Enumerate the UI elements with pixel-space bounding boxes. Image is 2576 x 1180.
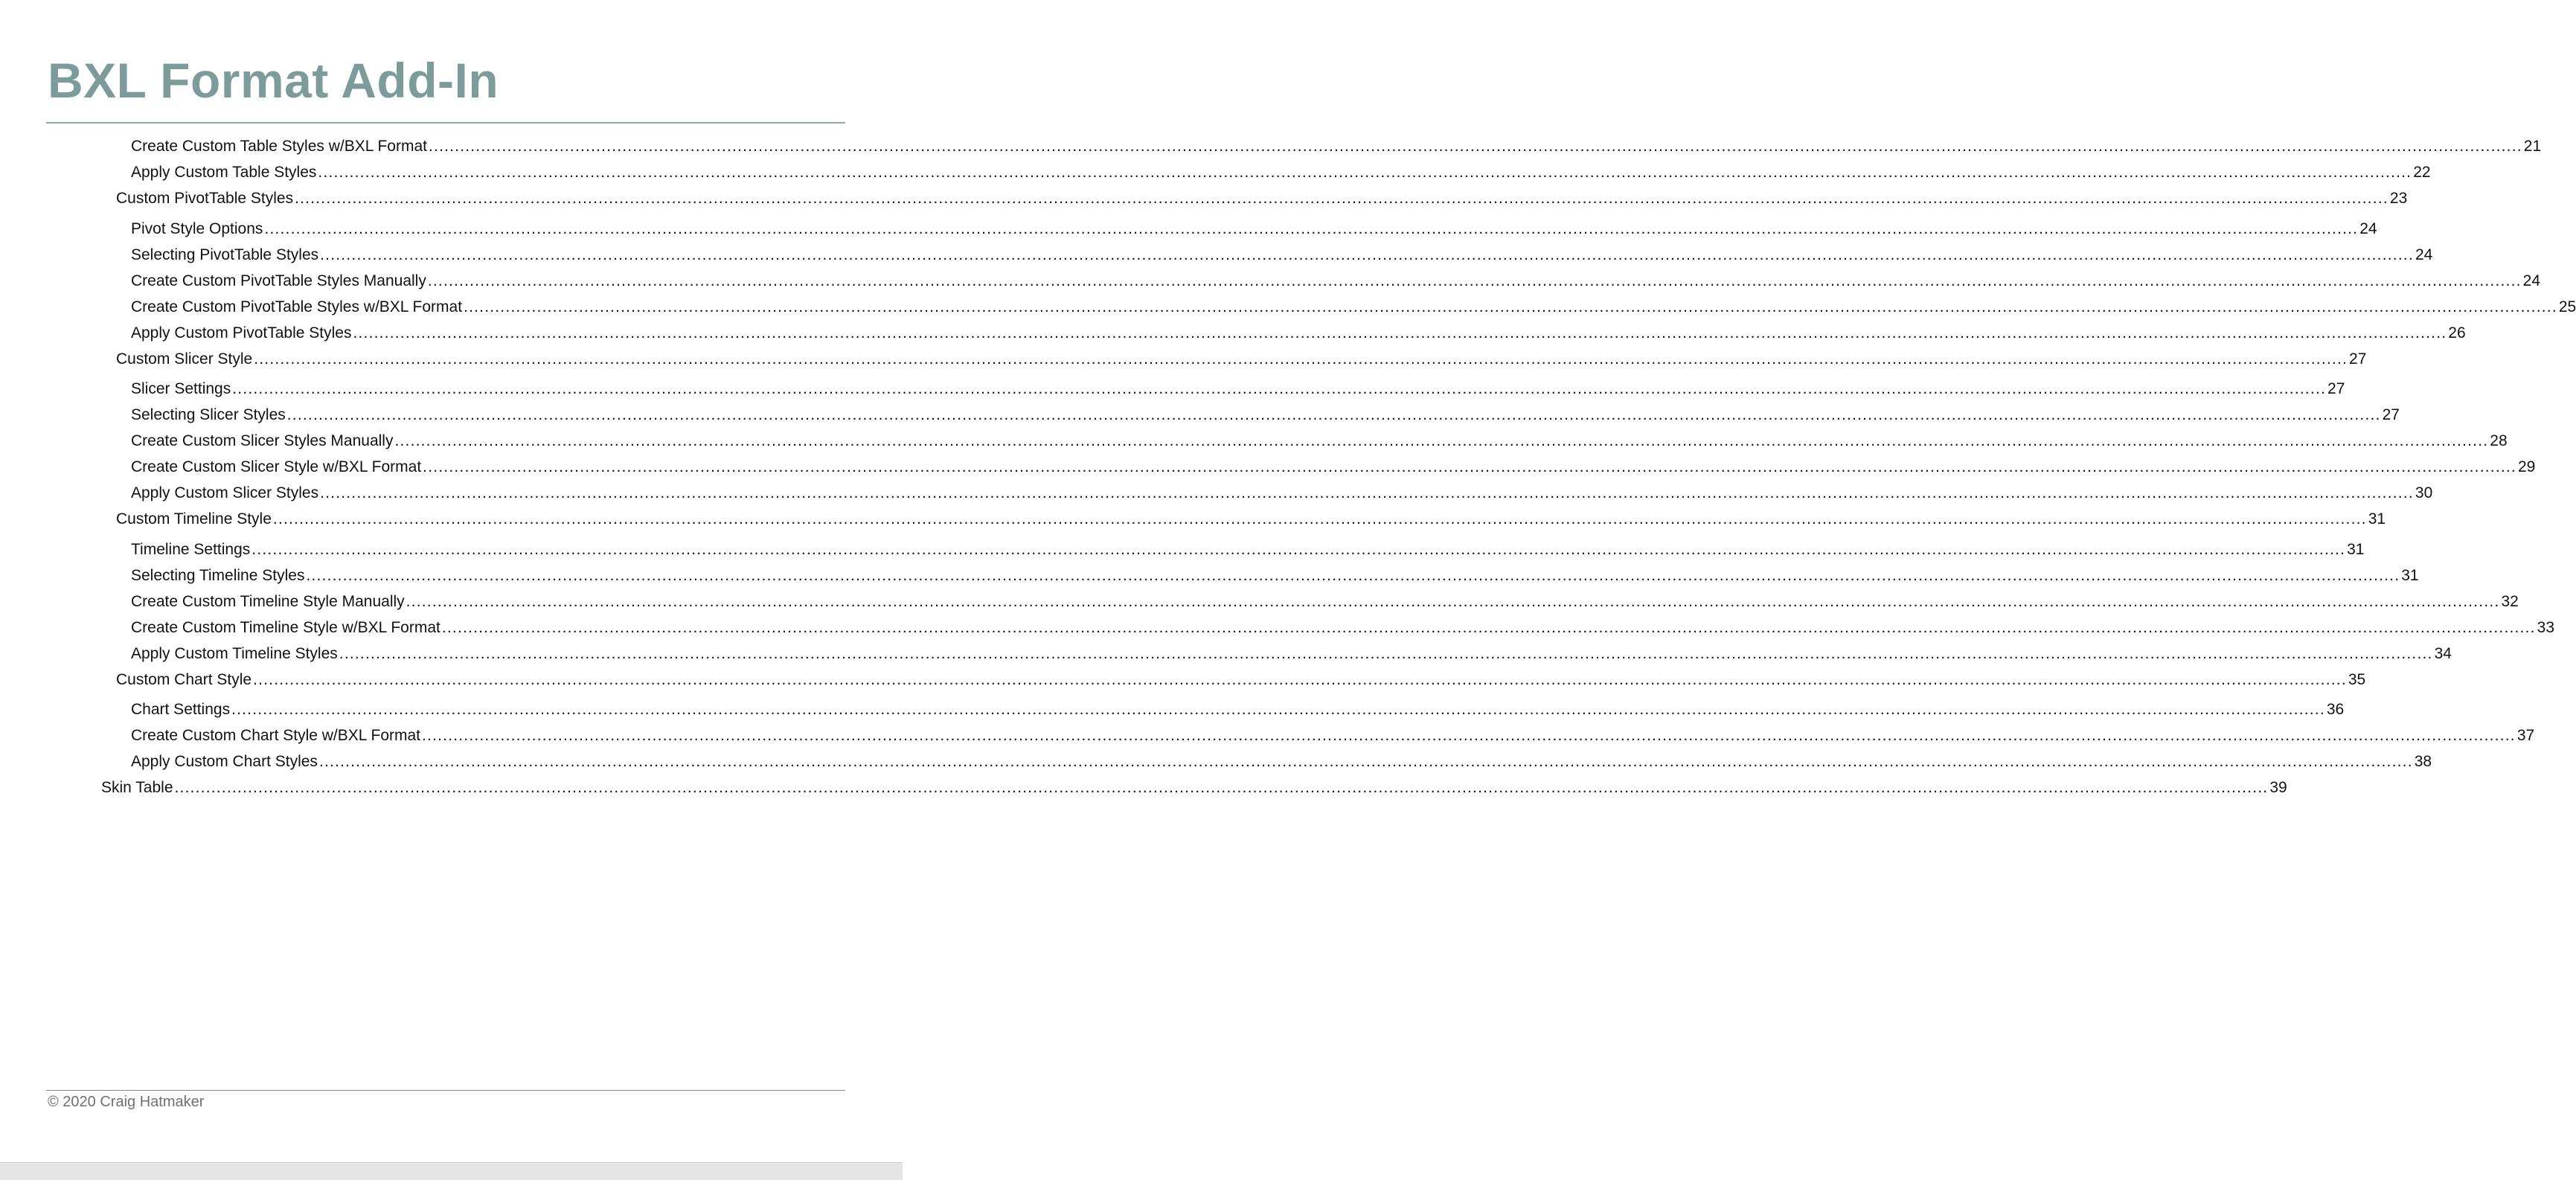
toc-entry-label: Create Custom Timeline Style Manually	[131, 592, 405, 610]
page-bottom-edge	[0, 1162, 903, 1180]
toc-entry-label: Create Custom PivotTable Styles w/BXL Format	[131, 298, 463, 315]
toc-entry-page-number: 37	[2516, 727, 2535, 744]
toc-entry-label: Create Custom Timeline Style w/BXL Format	[131, 618, 440, 636]
toc-entry-page-number: 28	[2490, 432, 2508, 449]
toc-entry[interactable]	[0, 586, 2519, 612]
toc-entry[interactable]	[0, 318, 2466, 343]
toc-dot-leader: ................................................................................................................................................................................................................................................................................................................................................................................................................	[406, 592, 2500, 610]
toc-entry-label: Skin Table	[101, 779, 173, 796]
toc-entry-label: Slicer Settings	[131, 380, 231, 397]
toc-entry-page-number: 23	[2389, 190, 2408, 207]
toc-entry[interactable]	[0, 720, 2535, 745]
toc-entry-page-number: 32	[2501, 592, 2519, 610]
toc-dot-leader: ................................................................................................................................................................................................................................................................................................................................................................................................................	[318, 164, 2412, 181]
footer-copyright: © 2020 Craig Hatmaker	[48, 1094, 205, 1110]
toc-entry[interactable]	[0, 131, 2542, 156]
toc-entry-label: Create Custom Chart Style w/BXL Format	[131, 727, 421, 744]
toc-entry-page-number: 22	[2413, 164, 2431, 181]
toc-dot-leader: ................................................................................................................................................................................................................................................................................................................................................................................................................	[441, 618, 2536, 636]
toc-dot-leader: ................................................................................................................................................................................................................................................................................................................................................................................................................	[251, 540, 2346, 558]
toc-dot-leader: ................................................................................................................................................................................................................................................................................................................................................................................................................	[174, 779, 2269, 796]
toc-dot-leader: ................................................................................................................................................................................................................................................................................................................................................................................................................	[231, 701, 2325, 718]
toc-dot-leader: ................................................................................................................................................................................................................................................................................................................................................................................................................	[254, 350, 2348, 368]
toc-entry-label: Custom Slicer Style	[116, 350, 253, 368]
toc-entry[interactable]	[0, 772, 2287, 798]
toc-entry-label: Apply Custom Slicer Styles	[131, 484, 319, 501]
toc-entry-label: Selecting Slicer Styles	[131, 406, 286, 423]
toc-entry[interactable]	[0, 266, 2540, 291]
toc-dot-leader: ................................................................................................................................................................................................................................................................................................................................................................................................................	[320, 246, 2414, 263]
toc-entry[interactable]	[0, 746, 2432, 772]
toc-dot-leader: ................................................................................................................................................................................................................................................................................................................................................................................................................	[318, 753, 2413, 770]
toc-entry[interactable]	[0, 400, 2400, 425]
toc-entry-label: Apply Custom Timeline Styles	[131, 644, 338, 662]
toc-dot-leader: ................................................................................................................................................................................................................................................................................................................................................................................................................	[339, 644, 2433, 662]
toc-entry[interactable]	[0, 240, 2433, 265]
toc-entry-page-number: 27	[2327, 380, 2345, 397]
toc-entry-page-number: 33	[2537, 618, 2555, 636]
toc-entry-label: Create Custom Slicer Styles Manually	[131, 432, 394, 449]
toc-entry[interactable]	[0, 534, 2365, 559]
toc-entry[interactable]	[0, 504, 2386, 529]
toc-entry-label: Create Custom PivotTable Styles Manually	[131, 272, 426, 289]
toc-entry-label: Custom Timeline Style	[116, 510, 272, 528]
toc-entry[interactable]	[0, 344, 2367, 369]
toc-entry-page-number: 31	[2368, 510, 2386, 528]
toc-entry-page-number: 38	[2414, 753, 2432, 770]
toc-entry-label: Chart Settings	[131, 701, 231, 718]
toc-entry[interactable]	[0, 694, 2345, 719]
toc-entry-label: Custom Chart Style	[116, 670, 252, 688]
toc-entry-page-number: 21	[2523, 138, 2542, 155]
footer-divider	[46, 1090, 845, 1091]
toc-entry[interactable]	[0, 426, 2508, 451]
toc-entry-label: Pivot Style Options	[131, 219, 263, 237]
toc-entry-page-number: 31	[2347, 540, 2365, 558]
toc-dot-leader: ................................................................................................................................................................................................................................................................................................................................................................................................................	[272, 510, 2367, 528]
toc-entry-label: Apply Custom Table Styles	[131, 164, 317, 181]
toc-entry-page-number: 26	[2448, 324, 2466, 342]
toc-entry[interactable]	[0, 214, 2377, 239]
toc-dot-leader: ................................................................................................................................................................................................................................................................................................................................................................................................................	[295, 190, 2388, 207]
toc-dot-leader: ................................................................................................................................................................................................................................................................................................................................................................................................................	[253, 670, 2347, 688]
toc-entry-page-number: 25	[2558, 298, 2576, 315]
toc-entry[interactable]	[0, 452, 2536, 477]
toc-entry-page-number: 29	[2517, 458, 2536, 475]
toc-dot-leader: ................................................................................................................................................................................................................................................................................................................................................................................................................	[264, 219, 2359, 237]
toc-dot-leader: ................................................................................................................................................................................................................................................................................................................................................................................................................	[464, 298, 2557, 315]
toc-entry-page-number: 34	[2434, 644, 2452, 662]
toc-entry[interactable]	[0, 664, 2366, 690]
toc-entry[interactable]	[0, 183, 2408, 208]
toc-entry-label: Timeline Settings	[131, 540, 251, 558]
toc-dot-leader: ................................................................................................................................................................................................................................................................................................................................................................................................................	[286, 406, 2381, 423]
toc-entry-label: Create Custom Table Styles w/BXL Format	[131, 138, 427, 155]
toc-entry-page-number: 24	[2415, 246, 2433, 263]
toc-entry-page-number: 24	[2359, 219, 2377, 237]
toc-entry-page-number: 39	[2269, 779, 2287, 796]
toc-entry[interactable]	[0, 292, 2576, 317]
toc-entry-label: Custom PivotTable Styles	[116, 190, 294, 207]
toc-dot-leader: ................................................................................................................................................................................................................................................................................................................................................................................................................	[427, 272, 2522, 289]
toc-dot-leader: ................................................................................................................................................................................................................................................................................................................................................................................................................	[422, 727, 2516, 744]
toc-dot-leader: ................................................................................................................................................................................................................................................................................................................................................................................................................	[306, 566, 2400, 584]
toc-dot-leader: ................................................................................................................................................................................................................................................................................................................................................................................................................	[353, 324, 2447, 342]
toc-entry-page-number: 24	[2522, 272, 2540, 289]
toc-entry[interactable]	[0, 373, 2345, 399]
toc-dot-leader: ................................................................................................................................................................................................................................................................................................................................................................................................................	[394, 432, 2489, 449]
toc-entry[interactable]	[0, 478, 2433, 503]
toc-entry-page-number: 36	[2326, 701, 2345, 718]
page-title: BXL Format Add-In	[48, 53, 499, 108]
toc-entry-label: Apply Custom PivotTable Styles	[131, 324, 352, 342]
title-divider	[46, 122, 845, 124]
toc-entry-label: Apply Custom Chart Styles	[131, 753, 318, 770]
toc-dot-leader: ................................................................................................................................................................................................................................................................................................................................................................................................................	[423, 458, 2516, 475]
toc-entry-label: Create Custom Slicer Style w/BXL Format	[131, 458, 422, 475]
toc-dot-leader: ................................................................................................................................................................................................................................................................................................................................................................................................................	[232, 380, 2327, 397]
toc-entry-page-number: 31	[2401, 566, 2419, 584]
toc-entry-label: Selecting PivotTable Styles	[131, 246, 319, 263]
toc-entry[interactable]	[0, 638, 2452, 664]
toc-entry[interactable]	[0, 157, 2431, 182]
toc-entry-page-number: 35	[2348, 670, 2366, 688]
toc-entry-page-number: 27	[2349, 350, 2367, 368]
toc-entry-page-number: 30	[2415, 484, 2433, 501]
toc-entry-label: Selecting Timeline Styles	[131, 566, 305, 584]
toc-entry[interactable]	[0, 612, 2555, 638]
toc-dot-leader: ................................................................................................................................................................................................................................................................................................................................................................................................................	[320, 484, 2414, 501]
toc-entry[interactable]	[0, 560, 2419, 586]
toc-entry-page-number: 27	[2382, 406, 2400, 423]
toc-dot-leader: ................................................................................................................................................................................................................................................................................................................................................................................................................	[429, 138, 2522, 155]
